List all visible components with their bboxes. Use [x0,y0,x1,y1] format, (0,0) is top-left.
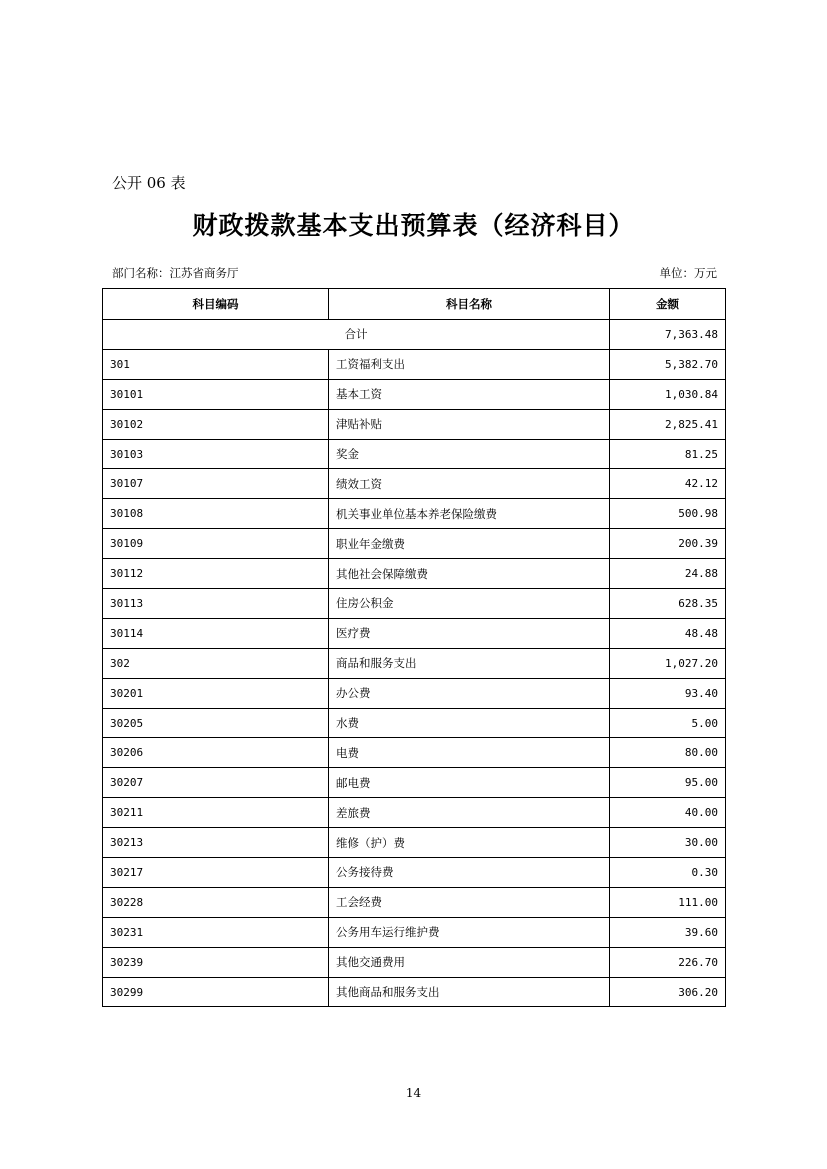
total-amount: 7,363.48 [610,320,726,350]
row-name: 奖金 [329,439,610,469]
total-label: 合计 [103,320,610,350]
row-amount: 30.00 [610,828,726,858]
row-name: 工会经费 [329,887,610,917]
row-amount: 81.25 [610,439,726,469]
row-amount: 0.30 [610,858,726,888]
row-amount: 5,382.70 [610,349,726,379]
row-name: 基本工资 [329,379,610,409]
table-row [103,738,726,768]
table-row [103,349,726,379]
row-code: 30102 [103,409,329,439]
row-name: 差旅费 [329,798,610,828]
row-code: 30109 [103,529,329,559]
row-amount: 39.60 [610,917,726,947]
table-row [103,977,726,1007]
row-name: 维修（护）费 [329,828,610,858]
table-row [103,708,726,738]
row-name: 职业年金缴费 [329,529,610,559]
row-amount: 80.00 [610,738,726,768]
table-row [103,529,726,559]
row-name: 邮电费 [329,768,610,798]
row-code: 30206 [103,738,329,768]
row-amount: 628.35 [610,589,726,619]
row-code: 30299 [103,977,329,1007]
row-name: 机关事业单位基本养老保险缴费 [329,499,610,529]
unit-label: 单位：万元 [659,266,717,280]
row-amount: 48.48 [610,618,726,648]
table-row [103,947,726,977]
document-label: 公开 06 表 [112,174,186,192]
total-row [103,320,726,350]
row-code: 30228 [103,887,329,917]
row-code: 30108 [103,499,329,529]
table-row [103,439,726,469]
row-amount: 500.98 [610,499,726,529]
row-code: 30205 [103,708,329,738]
row-code: 30103 [103,439,329,469]
table-row [103,559,726,589]
budget-table [102,288,726,1007]
row-name: 电费 [329,738,610,768]
row-code: 30211 [103,798,329,828]
row-name: 商品和服务支出 [329,648,610,678]
table-row [103,678,726,708]
row-name: 绩效工资 [329,469,610,499]
table-row [103,618,726,648]
row-name: 其他社会保障缴费 [329,559,610,589]
row-code: 301 [103,349,329,379]
column-header-amount: 金额 [610,289,726,320]
row-name: 办公费 [329,678,610,708]
row-code: 30107 [103,469,329,499]
row-amount: 2,825.41 [610,409,726,439]
department-name: 部门名称：江苏省商务厅 [112,266,239,280]
row-name: 水费 [329,708,610,738]
page-title: 财政拨款基本支出预算表（经济科目） [192,211,635,240]
row-amount: 226.70 [610,947,726,977]
row-amount: 40.00 [610,798,726,828]
column-header-name: 科目名称 [329,289,610,320]
row-code: 30113 [103,589,329,619]
row-name: 工资福利支出 [329,349,610,379]
row-amount: 24.88 [610,559,726,589]
row-code: 30217 [103,858,329,888]
row-amount: 5.00 [610,708,726,738]
table-row [103,858,726,888]
column-header-code: 科目编码 [103,289,329,320]
row-amount: 93.40 [610,678,726,708]
table-row [103,469,726,499]
row-name: 其他交通费用 [329,947,610,977]
row-code: 30239 [103,947,329,977]
row-amount: 42.12 [610,469,726,499]
page-number: 14 [405,1086,422,1100]
row-code: 30213 [103,828,329,858]
row-name: 公务接待费 [329,858,610,888]
row-name: 其他商品和服务支出 [329,977,610,1007]
table-row [103,917,726,947]
row-code: 30207 [103,768,329,798]
table-row [103,409,726,439]
row-code: 30114 [103,618,329,648]
row-code: 30231 [103,917,329,947]
row-amount: 1,027.20 [610,648,726,678]
row-amount: 306.20 [610,977,726,1007]
table-row [103,589,726,619]
table-row [103,379,726,409]
table-row [103,499,726,529]
table-row [103,887,726,917]
table-row [103,828,726,858]
row-name: 津贴补贴 [329,409,610,439]
row-name: 住房公积金 [329,589,610,619]
row-code: 30101 [103,379,329,409]
row-code: 302 [103,648,329,678]
row-code: 30201 [103,678,329,708]
table-header-row [103,289,726,320]
row-amount: 111.00 [610,887,726,917]
row-name: 公务用车运行维护费 [329,917,610,947]
row-amount: 200.39 [610,529,726,559]
table-row [103,798,726,828]
row-name: 医疗费 [329,618,610,648]
table-row [103,768,726,798]
row-amount: 1,030.84 [610,379,726,409]
row-amount: 95.00 [610,768,726,798]
table-row [103,648,726,678]
row-code: 30112 [103,559,329,589]
